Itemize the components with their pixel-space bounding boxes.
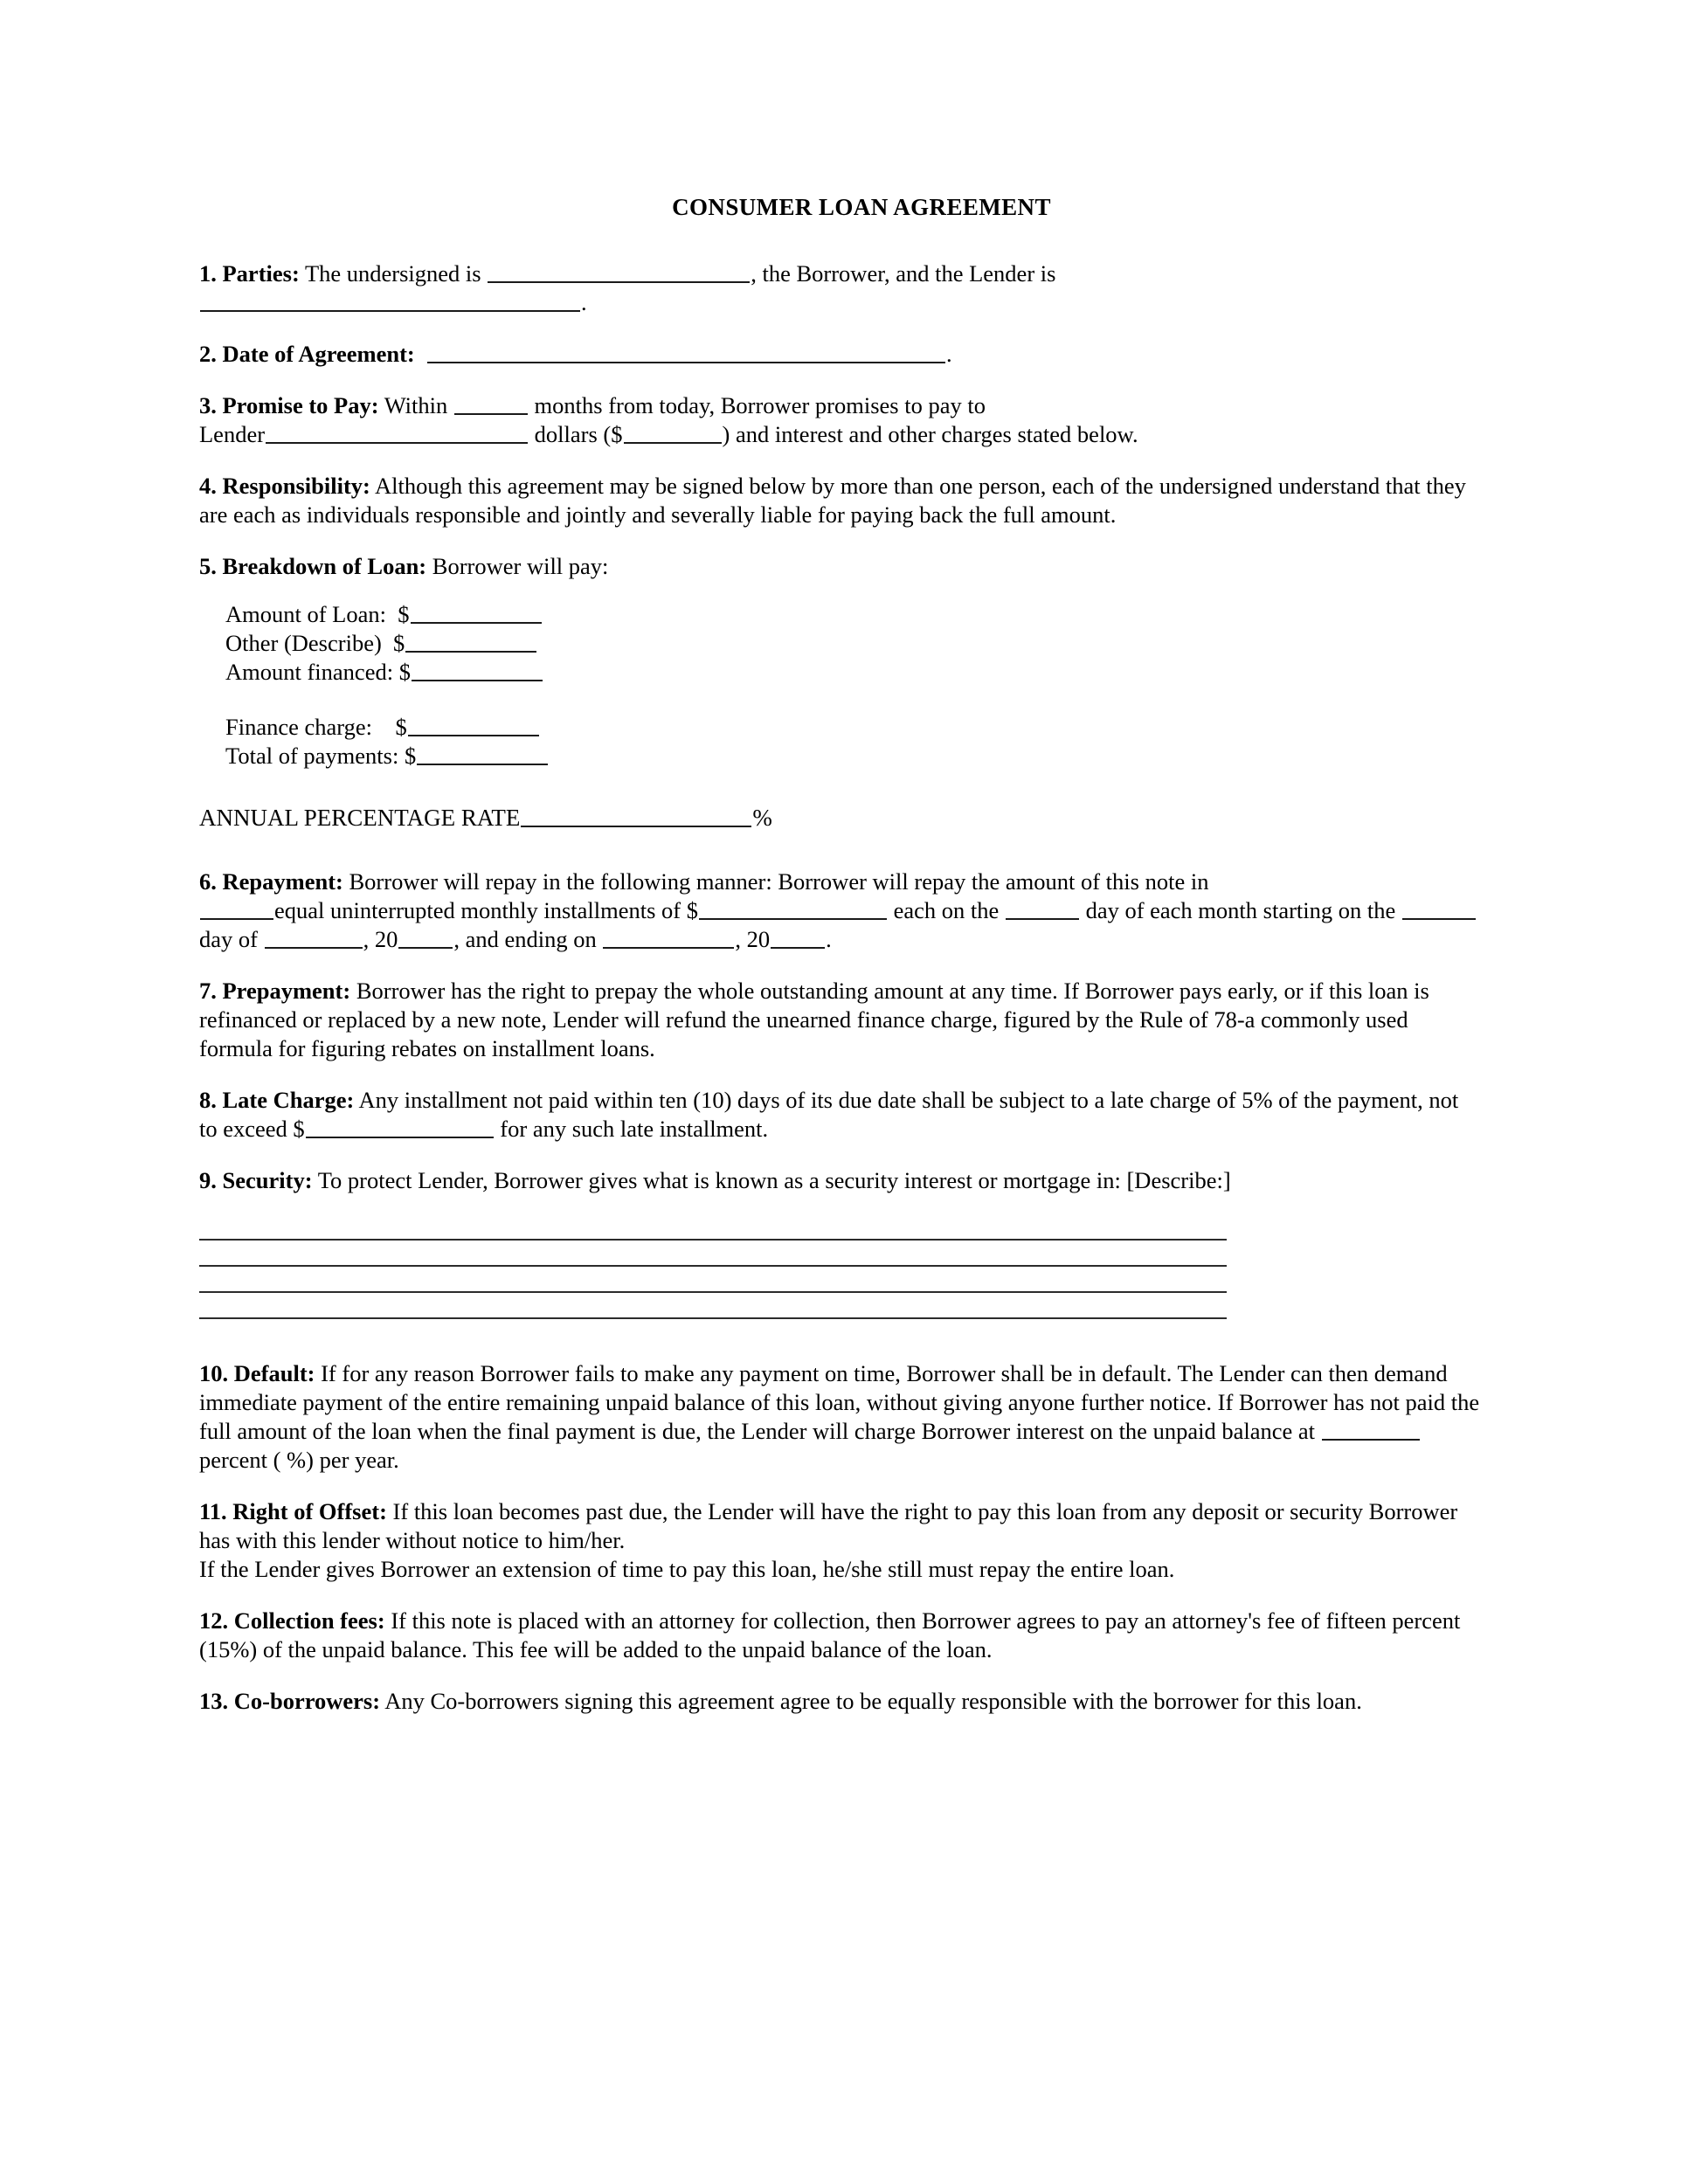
agreement-date-blank[interactable] xyxy=(427,341,945,363)
finance-charge-blank[interactable] xyxy=(408,714,539,736)
clause-responsibility-label: 4. Responsibility: xyxy=(199,473,370,499)
clause-default xyxy=(199,1359,1480,1475)
start-day-blank[interactable] xyxy=(1402,897,1476,920)
breakdown-currency-4: $ xyxy=(404,743,417,769)
breakdown-row-finance-charge xyxy=(199,713,1480,742)
breakdown-currency-1: $ xyxy=(393,630,405,656)
clause-late-charge-text-a: Any installment not paid within ten (10) days of its due date shall be subject to a late charge of 5% of the payment, not to exceed $ xyxy=(199,1087,1459,1142)
late-charge-cap-blank[interactable] xyxy=(306,1116,494,1138)
clause-collection-fees xyxy=(199,1607,1480,1664)
page-title: CONSUMER LOAN AGREEMENT xyxy=(672,194,1051,220)
apr-value-blank[interactable] xyxy=(521,804,751,827)
breakdown-currency-0: $ xyxy=(398,601,410,627)
breakdown-row-total-of-payments xyxy=(199,742,1480,771)
clause-co-borrowers-label: 13. Co-borrowers: xyxy=(199,1688,381,1714)
apr-row xyxy=(199,804,1480,833)
clause-default-label: 10. Default: xyxy=(199,1360,315,1386)
breakdown-currency-2: $ xyxy=(398,659,411,685)
end-date-blank[interactable] xyxy=(603,926,734,949)
apr-label: ANNUAL PERCENTAGE RATE xyxy=(199,805,521,831)
payment-day-blank[interactable] xyxy=(1006,897,1079,920)
clause-promise-text-e: ) and interest and other charges stated below. xyxy=(722,421,1138,447)
clause-right-of-offset-label: 11. Right of Offset: xyxy=(199,1498,387,1524)
clause-late-charge xyxy=(199,1086,1480,1144)
clause-parties-text-c: . xyxy=(581,289,587,315)
security-blank-line-3[interactable] xyxy=(199,1267,1227,1293)
breakdown-label-0: Amount of Loan: xyxy=(225,601,386,627)
clause-date-text-a: . xyxy=(946,341,952,367)
clause-parties xyxy=(199,259,1480,317)
clause-prepayment-label: 7. Prepayment: xyxy=(199,978,351,1004)
breakdown-label-2: Amount financed: xyxy=(225,659,394,685)
clause-responsibility xyxy=(199,472,1480,529)
clause-parties-text-b: , the Borrower, and the Lender is xyxy=(751,260,1056,287)
breakdown-row-amount-of-loan xyxy=(199,600,1480,629)
security-blank-line-2[interactable] xyxy=(199,1241,1227,1267)
total-of-payments-blank[interactable] xyxy=(417,743,548,765)
breakdown-row-other xyxy=(199,629,1480,658)
amount-of-loan-blank[interactable] xyxy=(411,601,542,624)
apr-unit: % xyxy=(752,805,772,831)
clause-date-label: 2. Date of Agreement: xyxy=(199,341,415,367)
clause-prepayment-text-a: Borrower has the right to prepay the whole outstanding amount at any time. If Borrower pays early, or if this loan is refinanced or replaced by a new note, Lender will refund the unearned finance charge, figured by the Rule of 78-a commonly used formula for figuring rebates on installment loans. xyxy=(199,978,1429,1061)
clause-repayment-text-h: , 20 xyxy=(735,926,771,952)
clause-repayment-text-f: , 20 xyxy=(363,926,398,952)
clause-date-of-agreement xyxy=(199,340,1480,369)
breakdown-list xyxy=(199,600,1480,771)
clause-security-text-a: To protect Lender, Borrower gives what is known as a security interest or mortgage in: [Describe:] xyxy=(317,1167,1231,1193)
clause-promise-text-b: months from today, Borrower promises to pay to xyxy=(534,392,986,418)
clause-repayment-text-g: , and ending on xyxy=(453,926,597,952)
clause-security-label: 9. Security: xyxy=(199,1167,313,1193)
document-body xyxy=(199,194,1480,1738)
breakdown-label-1: Other (Describe) xyxy=(225,630,382,656)
clause-promise-label: 3. Promise to Pay: xyxy=(199,392,379,418)
clause-repayment xyxy=(199,867,1480,954)
start-month-blank[interactable] xyxy=(265,926,363,949)
clause-responsibility-text-a: Although this agreement may be signed below by more than one person, each of the undersigned understand that they are each as individuals responsible and jointly and severally liable for paying back the full amount. xyxy=(199,473,1466,528)
clause-breakdown-heading xyxy=(199,552,1480,581)
breakdown-label-4: Total of payments: xyxy=(225,743,399,769)
clause-promise-text-a: Within xyxy=(384,392,448,418)
clause-promise-to-pay xyxy=(199,391,1480,449)
end-year-blank[interactable] xyxy=(771,926,825,949)
default-interest-rate-blank[interactable] xyxy=(1322,1418,1420,1441)
clause-late-charge-label: 8. Late Charge: xyxy=(199,1087,355,1113)
clause-late-charge-text-b: for any such late installment. xyxy=(500,1116,769,1142)
borrower-name-blank[interactable] xyxy=(488,260,750,283)
clause-prepayment xyxy=(199,977,1480,1063)
clause-security xyxy=(199,1166,1480,1195)
amount-financed-blank[interactable] xyxy=(412,659,543,681)
clause-repayment-label: 6. Repayment: xyxy=(199,868,343,895)
clause-repayment-text-d: day of each month starting on the xyxy=(1085,897,1396,923)
clause-promise-text-c: Lender xyxy=(199,421,266,447)
clause-right-of-offset xyxy=(199,1497,1480,1584)
clause-repayment-text-c: each on the xyxy=(893,897,1000,923)
principal-words-blank[interactable] xyxy=(266,421,528,444)
clause-breakdown-label: 5. Breakdown of Loan: xyxy=(199,553,427,579)
installment-count-blank[interactable] xyxy=(200,897,273,920)
clause-repayment-text-b: equal uninterrupted monthly installments of $ xyxy=(274,897,699,923)
other-amount-blank[interactable] xyxy=(405,630,536,653)
security-description-lines xyxy=(199,1214,1480,1319)
clause-co-borrowers-text-a: Any Co-borrowers signing this agreement agree to be equally responsible with the borrower for this loan. xyxy=(384,1688,1362,1714)
clause-parties-text-a: The undersigned is xyxy=(304,260,481,287)
clause-repayment-text-i: . xyxy=(826,926,832,952)
principal-amount-blank[interactable] xyxy=(624,421,722,444)
security-blank-line-4[interactable] xyxy=(199,1293,1227,1319)
clause-breakdown-text-a: Borrower will pay: xyxy=(432,553,609,579)
term-months-blank[interactable] xyxy=(454,392,528,415)
clause-collection-fees-text-a: If this note is placed with an attorney for collection, then Borrower agrees to pay an attorney's fee of fifteen percent (15%) of the unpaid balance. This fee will be added to the unpaid balance of the loan. xyxy=(199,1607,1461,1662)
security-blank-line-1[interactable] xyxy=(199,1214,1227,1241)
clause-co-borrowers xyxy=(199,1687,1480,1716)
lender-name-blank[interactable] xyxy=(200,289,580,312)
start-year-blank[interactable] xyxy=(398,926,453,949)
clause-right-of-offset-text-b: If the Lender gives Borrower an extension of time to pay this loan, he/she still must repay the entire loan. xyxy=(199,1556,1175,1582)
clause-promise-text-d: dollars ($ xyxy=(534,421,623,447)
clause-default-text-a: If for any reason Borrower fails to make any payment on time, Borrower shall be in default. The Lender can then demand immediate payment of the entire remaining unpaid balance of this loan, without giving anyone further notice. If Borrower has not paid the full amount of the loan when the final payment is due, the Lender will charge Borrower interest on the unpaid balance at xyxy=(199,1360,1480,1444)
breakdown-spacer xyxy=(199,687,1480,713)
clause-repayment-text-a: Borrower will repay in the following manner: Borrower will repay the amount of this note in xyxy=(349,868,1209,895)
clause-repayment-text-e: day of xyxy=(199,926,258,952)
breakdown-row-amount-financed xyxy=(199,658,1480,687)
clause-parties-label: 1. Parties: xyxy=(199,260,300,287)
clause-default-text-b: percent ( %) per year. xyxy=(199,1447,399,1473)
clause-right-of-offset-text-a: If this loan becomes past due, the Lender will have the right to pay this loan from any deposit or security Borrower has with this lender without notice to him/her. xyxy=(199,1498,1458,1553)
breakdown-currency-3: $ xyxy=(395,714,407,740)
breakdown-label-3: Finance charge: xyxy=(225,714,373,740)
clause-collection-fees-label: 12. Collection fees: xyxy=(199,1607,385,1634)
installment-amount-blank[interactable] xyxy=(699,897,887,920)
